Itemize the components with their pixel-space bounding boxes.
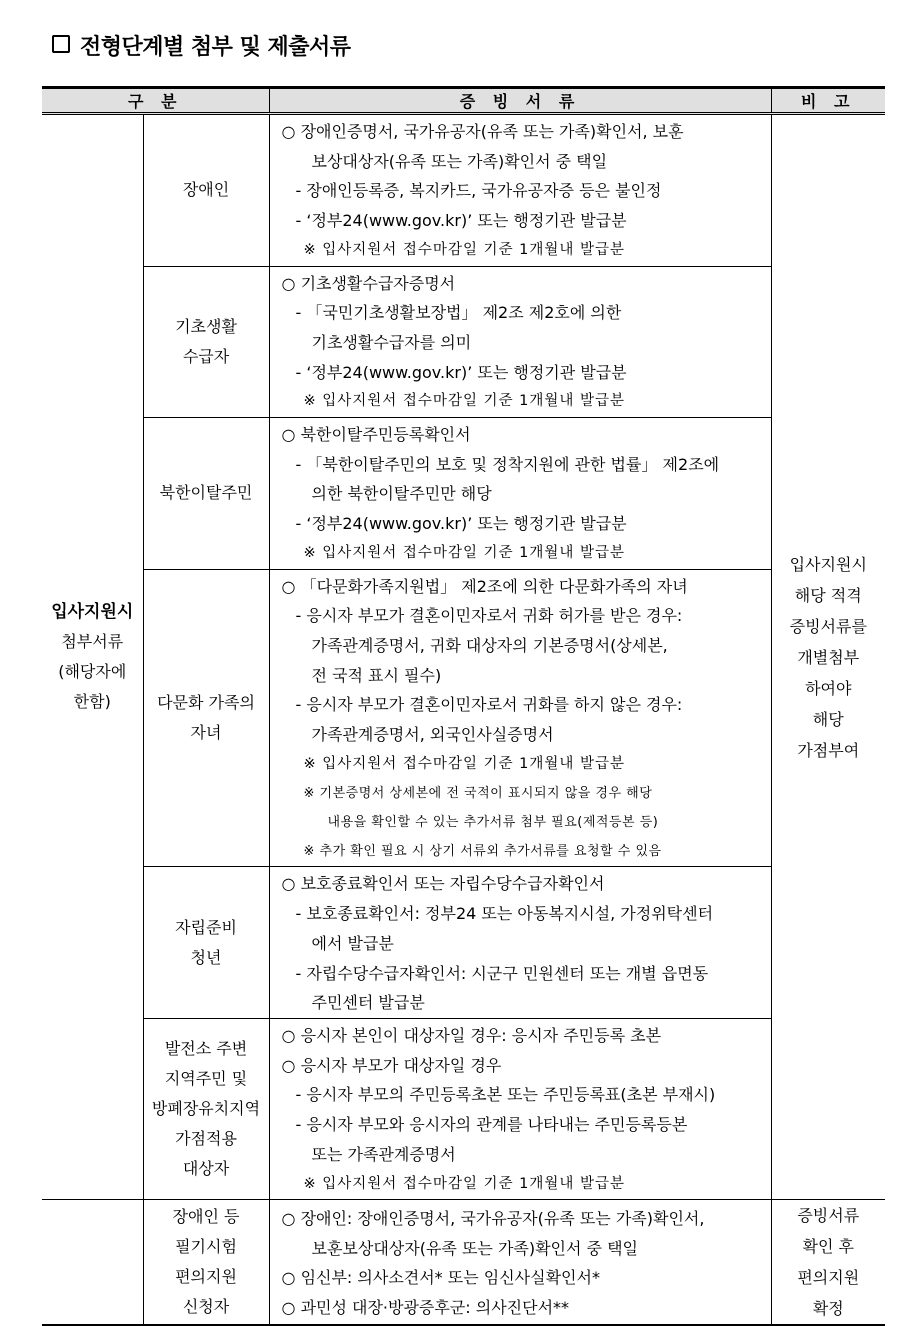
document-line: - 「국민기초생활보장법」 제2조 제2호에 의한 <box>295 303 622 323</box>
document-line: ※ 기본증명서 상세본에 전 국적이 표시되지 않을 경우 해당 <box>303 786 653 802</box>
documents-cell <box>269 569 771 867</box>
document-line: ○ 북한이탈주민등록확인서 <box>281 425 471 445</box>
group-cell-empty <box>42 1200 143 1326</box>
document-line: - ‘정부24(www.gov.kr)’ 또는 행정기관 발급분 <box>295 362 627 382</box>
remark-line: 확인 후 <box>802 1237 854 1257</box>
category-line: 청년 <box>190 947 222 967</box>
category-cell <box>143 1018 269 1199</box>
table-row <box>42 266 885 418</box>
document-line: - ‘정부24(www.gov.kr)’ 또는 행정기관 발급분 <box>295 211 627 231</box>
header-category: 구 분 <box>42 88 269 114</box>
table-row <box>42 569 885 867</box>
table-row <box>42 1018 885 1199</box>
documents-cell <box>269 1018 771 1199</box>
table-body <box>42 114 885 1326</box>
remark-line: 입사지원시 <box>789 554 867 574</box>
document-line: ○ 응시자 본인이 대상자일 경우: 응시자 주민등록 초본 <box>281 1025 662 1045</box>
category-line: 방폐장유치지역 <box>151 1099 261 1119</box>
document-line: ※ 입사지원서 접수마감일 기준 1개월내 발급분 <box>303 544 626 561</box>
category-cell <box>143 867 269 1019</box>
category-line: 장애인 <box>182 180 230 200</box>
remark-line: 편의지원 <box>797 1268 860 1288</box>
checkbox-square-icon <box>52 35 70 53</box>
category-line: 장애인 등 <box>172 1207 240 1227</box>
document-line: 주민센터 발급분 <box>311 993 425 1013</box>
remark-line: 해당 적격 <box>794 585 862 605</box>
table-header-row <box>42 88 885 114</box>
document-line: - 응시자 부모가 결혼이민자로서 귀화를 하지 않은 경우: <box>295 695 683 715</box>
documents-cell <box>269 1200 771 1326</box>
table-row <box>42 418 885 570</box>
category-cell <box>143 266 269 418</box>
category-line: 다문화 가족의 <box>157 693 255 712</box>
document-line: - 장애인등록증, 복지카드, 국가유공자증 등은 불인정 <box>295 181 662 201</box>
document-line: - 응시자 부모의 주민등록초본 또는 주민등록표(초본 부재시) <box>295 1085 716 1105</box>
documents-list <box>270 115 771 266</box>
category-line: 가점적용 <box>175 1129 237 1149</box>
document-line: ※ 입사지원서 접수마감일 기준 1개월내 발급분 <box>303 755 626 772</box>
document-line: 내용을 확인할 수 있는 추가서류 첨부 필요(제적등본 등) <box>327 815 659 831</box>
documents-list <box>270 267 771 418</box>
documents-cell <box>269 114 771 267</box>
category-cell <box>143 418 269 570</box>
document-line: ○ 장애인증명서, 국가유공자(유족 또는 가족)확인서, 보훈 <box>281 122 684 141</box>
document-line: ※ 입사지원서 접수마감일 기준 1개월내 발급분 <box>303 1175 626 1192</box>
category-line: (해당자에 <box>58 662 127 682</box>
document-line: ○ 장애인: 장애인증명서, 국가유공자(유족 또는 가족)확인서, <box>281 1208 705 1228</box>
remarks-cell <box>771 1200 885 1326</box>
category-line: 북한이탈주민 <box>159 483 253 503</box>
document-line: ※ 입사지원서 접수마감일 기준 1개월내 발급분 <box>303 393 626 410</box>
documents-cell <box>269 867 771 1019</box>
remark-line: 하여야 <box>805 678 852 698</box>
document-line: - 보호종료확인서: 정부24 또는 아동복지시설, 가정위탁센터 <box>295 904 714 924</box>
table-row <box>42 114 885 267</box>
documents-table <box>42 86 885 1326</box>
category-line: 발전소 주변 <box>164 1039 248 1059</box>
documents-cell <box>269 418 771 570</box>
table-row <box>42 867 885 1019</box>
category-line: 신청자 <box>182 1297 230 1317</box>
category-line: 필기시험 <box>175 1237 237 1257</box>
table-row <box>42 1200 885 1326</box>
document-line: ○ 임신부: 의사소견서* 또는 임신사실확인서* <box>281 1268 600 1288</box>
document-line: - 「북한이탈주민의 보호 및 정착지원에 관한 법률」 제2조에 <box>295 454 720 474</box>
category-line: 편의지원 <box>175 1267 237 1287</box>
category-line: 대상자 <box>182 1159 230 1179</box>
remark-line: 가점부여 <box>797 740 860 760</box>
documents-list <box>270 1202 771 1323</box>
document-line: - 응시자 부모가 결혼이민자로서 귀화 허가를 받은 경우: <box>295 606 683 626</box>
category-line: 지역주민 및 <box>164 1069 248 1089</box>
document-line: 가족관계증명서, 귀화 대상자의 기본증명서(상세본, <box>311 635 668 655</box>
category-line: 자립준비 <box>175 917 237 937</box>
document-line: ○ 보호종료확인서 또는 자립수당수급자확인서 <box>281 874 605 894</box>
document-line: 전 국적 표시 필수) <box>311 665 442 685</box>
documents-cell <box>269 266 771 418</box>
document-line: 또는 가족관계증명서 <box>311 1144 456 1164</box>
document-line: 가족관계증명서, 외국인사실증명서 <box>311 725 554 745</box>
document-line: - 응시자 부모와 응시자의 관계를 나타내는 주민등록등본 <box>295 1115 688 1135</box>
category-line: 자녀 <box>190 723 222 742</box>
category-line: 한함) <box>73 692 111 712</box>
document-line: ※ 추가 확인 필요 시 상기 서류외 추가서류를 요청할 수 있음 <box>303 844 662 860</box>
remark-line: 개별첨부 <box>797 647 860 667</box>
category-line: 기초생활 <box>175 316 237 336</box>
document-line: ○ 「다문화가족지원법」 제2조에 의한 다문화가족의 자녀 <box>281 576 688 596</box>
document-line: - 자립수당수급자확인서: 시군구 민원센터 또는 개별 읍면동 <box>295 963 709 983</box>
document-line: ※ 입사지원서 접수마감일 기준 1개월내 발급분 <box>303 241 626 258</box>
category-cell <box>143 114 269 267</box>
document-line: 보상대상자(유족 또는 가족)확인서 중 택일 <box>311 151 608 171</box>
remark-line: 증빙서류 <box>797 1206 860 1226</box>
group-title: 입사지원시 <box>51 602 134 623</box>
document-line: ○ 과민성 대장·방광증후군: 의사진단서** <box>281 1297 570 1317</box>
remarks-cell <box>771 114 885 1200</box>
document-line: ○ 응시자 부모가 대상자일 경우 <box>281 1055 502 1075</box>
category-line: 첨부서류 <box>61 632 124 652</box>
category-line: 수급자 <box>182 346 230 366</box>
remark-line: 증빙서류를 <box>789 616 867 636</box>
category-cell <box>143 569 269 867</box>
section-title: 전형단계별 첨부 및 제출서류 <box>52 30 351 61</box>
header-remarks: 비 고 <box>771 88 885 114</box>
document-line: - ‘정부24(www.gov.kr)’ 또는 행정기관 발급분 <box>295 514 627 534</box>
document-line: ○ 기초생활수급자증명서 <box>281 273 456 293</box>
document-line: 의한 북한이탈주민만 해당 <box>311 484 492 504</box>
group-cell <box>42 114 143 1200</box>
documents-list <box>270 418 771 569</box>
documents-list <box>270 570 771 867</box>
remark-line: 해당 <box>812 709 844 729</box>
category-cell <box>143 1200 269 1326</box>
header-documents: 증 빙 서 류 <box>269 88 771 114</box>
documents-list <box>270 1019 771 1199</box>
documents-list <box>270 867 771 1018</box>
document-line: 에서 발급분 <box>311 933 394 953</box>
document-line: 보훈보상대상자(유족 또는 가족)확인서 중 택일 <box>311 1238 639 1258</box>
remark-line: 확정 <box>812 1299 844 1319</box>
document-line: 기초생활수급자를 의미 <box>311 332 472 352</box>
